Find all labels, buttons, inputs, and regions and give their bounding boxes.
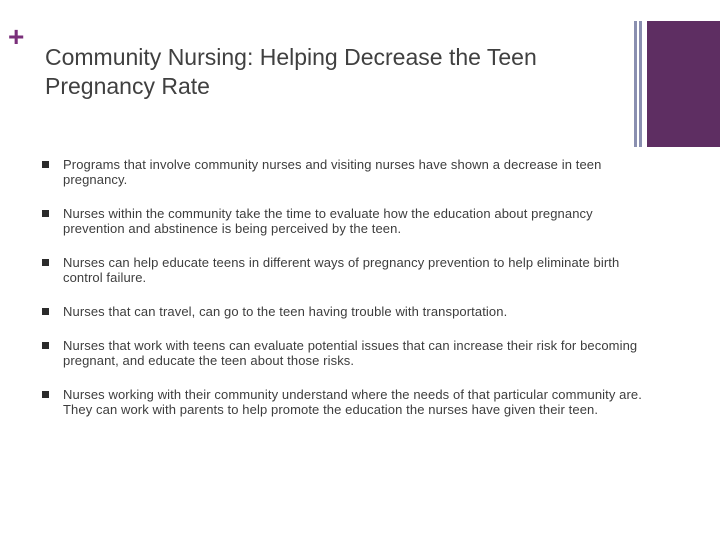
bullet-text: Programs that involve community nurses and visiting nurses have shown a decrease in teen pregnancy. <box>63 157 602 187</box>
bullet-item <box>42 304 642 319</box>
plus-icon: + <box>8 21 25 52</box>
accent-line <box>634 21 637 147</box>
slide-title: Community Nursing: Helping Decrease the Teen Pregnancy Rate <box>45 44 537 99</box>
corner-accent-decoration <box>634 21 720 147</box>
bullet-item <box>42 206 642 236</box>
square-bullet-icon <box>42 308 49 315</box>
square-bullet-icon <box>42 161 49 168</box>
bullet-list <box>42 157 642 417</box>
square-bullet-icon <box>42 259 49 266</box>
bullet-text: Nurses that can travel, can go to the teen having trouble with transportation. <box>63 304 508 319</box>
bullet-text: Nurses working with their community understand where the needs of that particular community are. They can work with parents to help promote the education the nurses have given their teen. <box>63 387 642 417</box>
bullet-item <box>42 338 642 368</box>
square-bullet-icon <box>42 391 49 398</box>
bullet-text: Nurses within the community take the time to evaluate how the education about pregnancy prevention and abstinence is being perceived by the teen. <box>63 206 593 236</box>
bullet-text: Nurses that work with teens can evaluate potential issues that can increase their risk for becoming pregnant, and educate the teen about those risks. <box>63 338 638 368</box>
accent-block <box>647 21 720 147</box>
accent-line <box>639 21 642 147</box>
square-bullet-icon <box>42 342 49 349</box>
square-bullet-icon <box>42 210 49 217</box>
bullet-item <box>42 157 642 187</box>
bullet-item <box>42 387 642 417</box>
bullet-text: Nurses can help educate teens in different ways of pregnancy prevention to help eliminate birth control failure. <box>63 255 620 285</box>
bullet-item <box>42 255 642 285</box>
